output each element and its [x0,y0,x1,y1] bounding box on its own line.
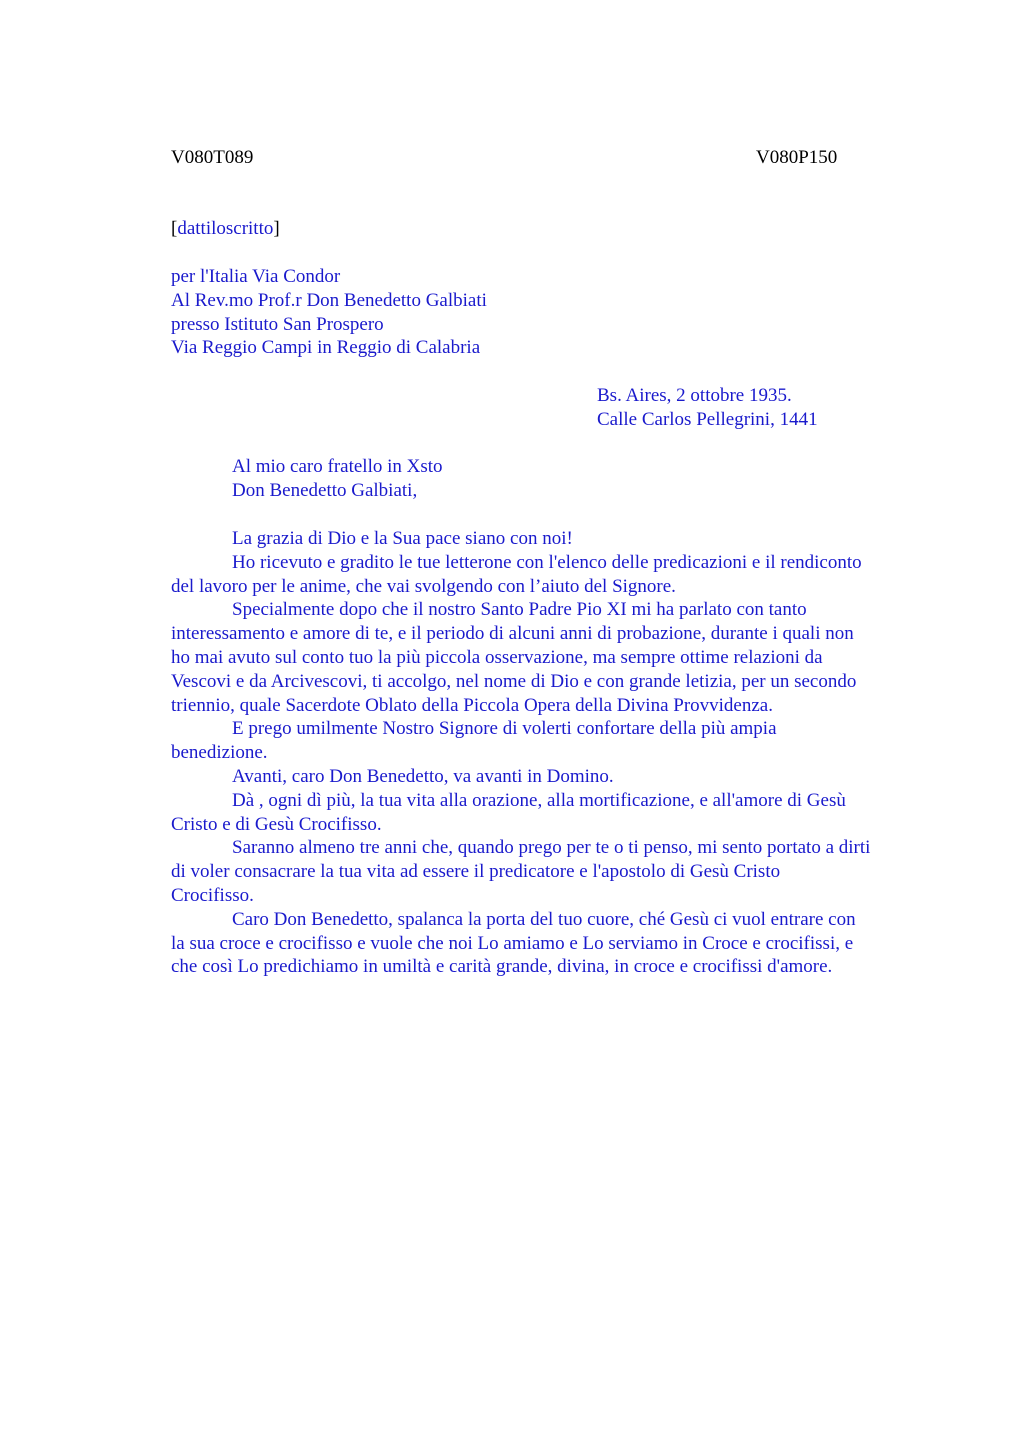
date-line: Bs. Aires, 2 ottobre 1935. [597,385,792,406]
salutation [232,455,443,503]
body-line: Ho ricevuto e gradito le tue letterone con l'elenco delle predicazioni e il rendiconto [232,551,862,573]
body-line: ho mai avuto sul conto tuo la più piccola osservazione, ma sempre ottime relazioni da [171,646,823,668]
body-line: che così Lo predichiamo in umiltà e carità grande, divina, in croce e crocifissi d'amore. [171,956,833,978]
note-text: dattiloscritto [177,218,274,239]
body-line: Specialmente dopo che il nostro Santo Padre Pio XI mi ha parlato con tanto [232,599,807,621]
body-line: del lavoro per le anime, che vai svolgendo con l’aiuto del Signore. [171,575,676,597]
body-line: Crocifisso. [171,884,254,906]
address-line: per l'Italia Via Condor [171,266,341,287]
body-line: Saranno almeno tre anni che, quando prego per te o ti penso, mi sento portato a dirti [232,837,871,859]
note-open-bracket: [ [171,218,178,239]
body-line: La grazia di Dio e la Sua pace siano con noi! [232,528,573,549]
document-code-left: V080T089 [171,147,254,168]
body-line: la sua croce e crocifisso e vuole che noi Lo amiamo e Lo serviamo in Croce e crocifissi, e [171,932,854,954]
dateline [597,384,818,432]
note-close-bracket: ] [273,218,280,239]
body-line: triennio, quale Sacerdote Oblato della Piccola Opera della Divina Provvidenza. [171,694,773,716]
body-line: E prego umilmente Nostro Signore di volerti confortare della più ampia [232,718,777,740]
document-code-right: V080P150 [756,147,838,168]
body-line: Dà , ogni dì più, la tua vita alla orazione, alla mortificazione, e all'amore di Gesù [232,789,846,811]
typescript-note [171,217,280,241]
letter-body [171,527,931,979]
address-line: Al Rev.mo Prof.r Don Benedetto Galbiati [171,289,487,311]
body-line: Cristo e di Gesù Crocifisso. [171,813,382,835]
body-line: Vescovi e da Arcivescovi, ti accolgo, nel nome di Dio e con grande letizia, per un secondo [171,670,857,692]
body-line: Caro Don Benedetto, spalanca la porta del tuo cuore, ché Gesù ci vuol entrare con [232,908,856,930]
salutation-line: Al mio caro fratello in Xsto [232,456,443,477]
salutation-line: Don Benedetto Galbiati, [232,479,418,501]
body-line: interessamento e amore di te, e il periodo di alcuni anni di probazione, durante i quali non [171,623,854,645]
body-line: Avanti, caro Don Benedetto, va avanti in Domino. [232,765,614,787]
address-line: presso Istituto San Prospero [171,313,384,335]
address-line: Via Reggio Campi in Reggio di Calabria [171,337,481,359]
sender-address-line: Calle Carlos Pellegrini, 1441 [597,408,818,430]
body-line: benedizione. [171,742,268,764]
body-line: di voler consacrare la tua vita ad essere il predicatore e l'apostolo di Gesù Cristo [171,861,781,883]
recipient-address [171,265,487,360]
